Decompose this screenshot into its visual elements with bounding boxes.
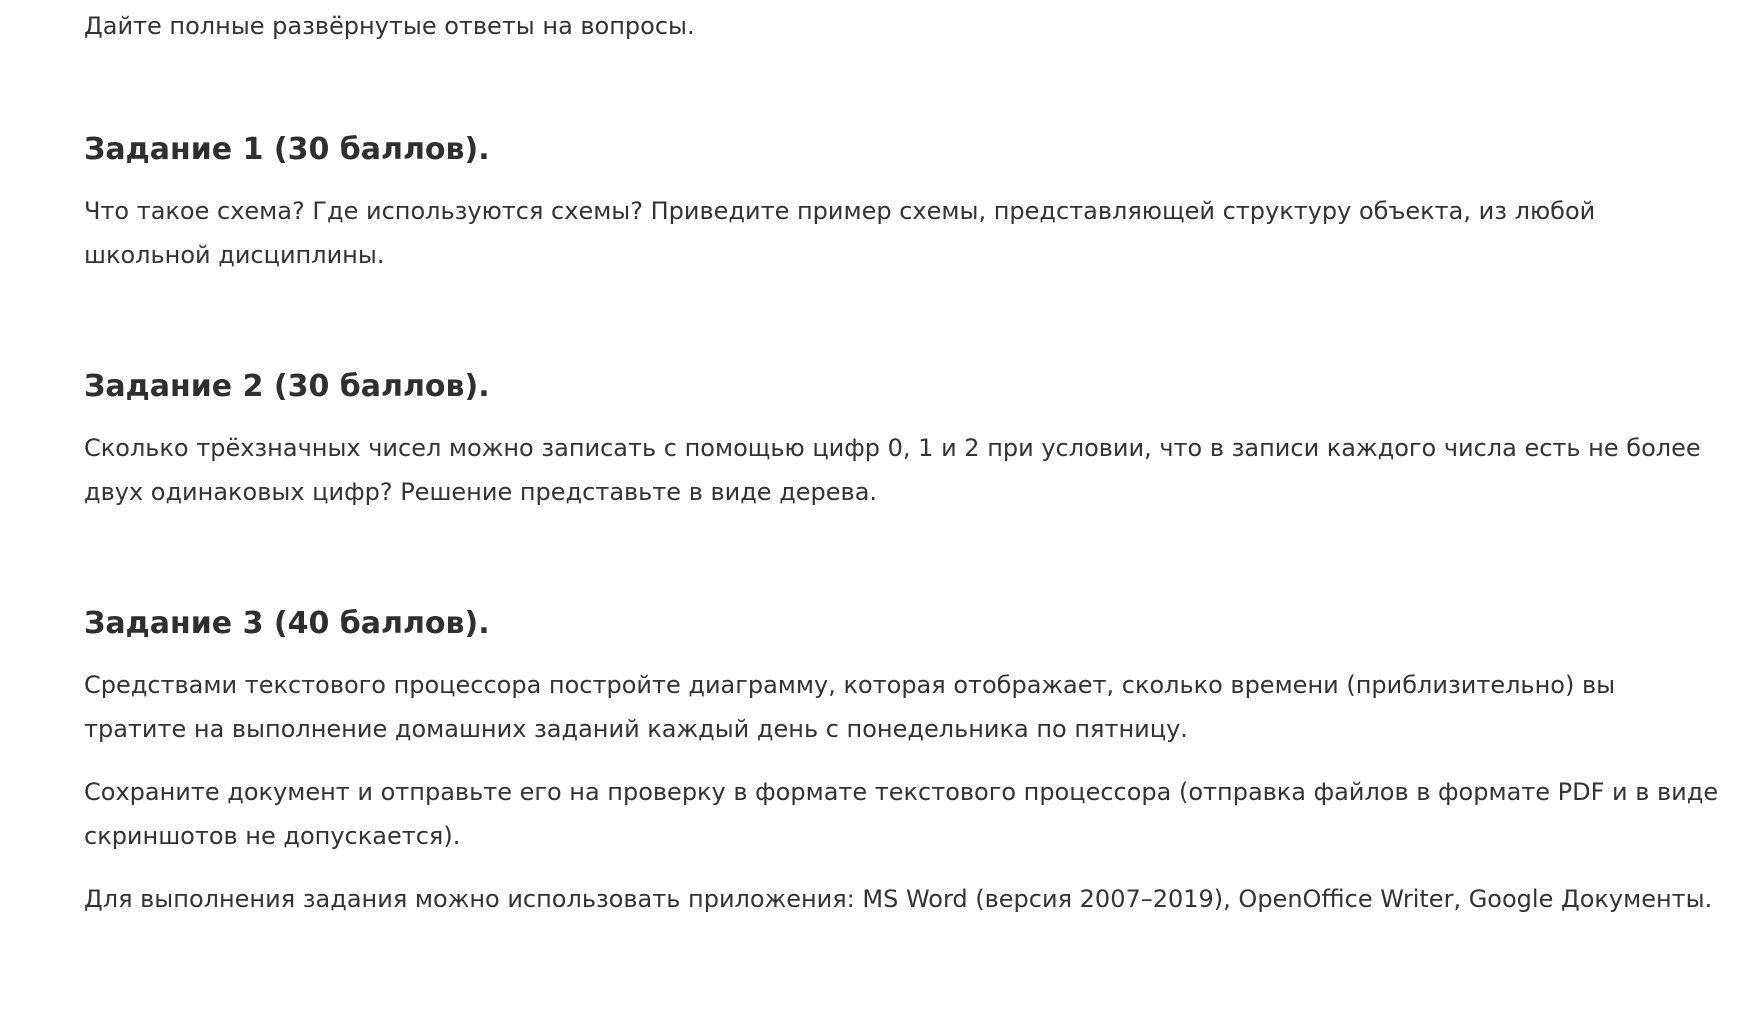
- task-3-title: Задание 3 (40 баллов).: [84, 606, 490, 641]
- task-3-question: Средствами текстового процессора постройте диаграмму, которая отображает, сколько времени (приблизительно) вы тратите на выполнение домашних заданий каждый день с понедельника по пятницу.: [84, 671, 1616, 743]
- instructions-text: Дайте полные развёрнутые ответы на вопросы.: [84, 12, 695, 40]
- task-1-body: [84, 189, 1724, 277]
- task-2-title: Задание 2 (30 баллов).: [84, 369, 490, 404]
- task-3-section: [84, 602, 1724, 921]
- task-1-title: Задание 1 (30 баллов).: [84, 132, 490, 167]
- task-2-section: [84, 365, 1724, 514]
- task-2-question: Сколько трёхзначных чисел можно записать с помощью цифр 0, 1 и 2 при условии, что в записи каждого числа есть не более двух одинаковых цифр? Решение представьте в виде дерева.: [84, 434, 1701, 506]
- task-1-section: [84, 128, 1724, 277]
- task-3-apps-note: Для выполнения задания можно использовать приложения: MS Word (версия 2007–2019), OpenOffice Writer, Google Документы.: [84, 885, 1713, 913]
- task-2-body: [84, 426, 1724, 514]
- task-1-question: Что такое схема? Где используются схемы? Приведите пример схемы, представляющей структуру объекта, из любой школьной дисциплины.: [84, 197, 1596, 269]
- task-3-submission-note: Сохраните документ и отправьте его на проверку в формате текстового процессора (отправка файлов в формате PDF и в виде скриншотов не допускается).: [84, 778, 1719, 850]
- task-3-body: [84, 663, 1724, 921]
